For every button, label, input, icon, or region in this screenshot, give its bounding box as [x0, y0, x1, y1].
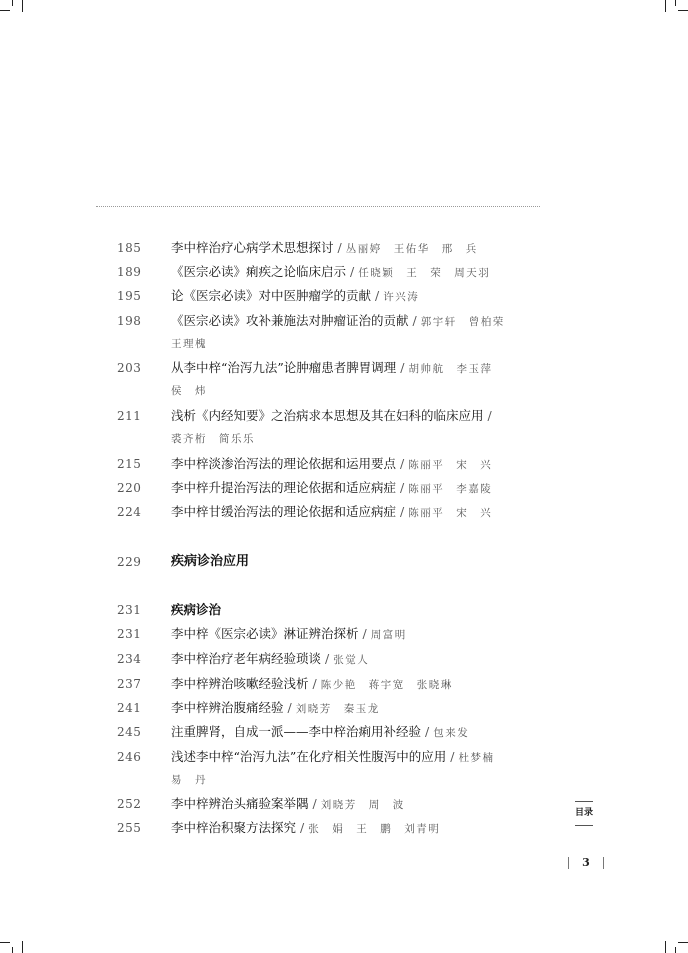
separator: / — [400, 480, 405, 495]
toc-line — [171, 792, 521, 817]
toc-authors: 丛丽婷 王佑华 邢 兵 — [345, 243, 478, 255]
toc-title: 从李中梓“治泻九法”论肿瘤患者脾胃调理 — [171, 360, 397, 375]
toc-subsection-title: 疾病诊治 — [171, 602, 222, 617]
toc-page-number: 224 — [117, 505, 142, 519]
toc-title: 浅析《内经知要》之治病求本思想及其在妇科的临床应用 — [171, 408, 484, 423]
toc-line — [171, 236, 521, 261]
separator: / — [312, 796, 317, 811]
toc-title: 李中梓升提治泻法的理论依据和适应病症 — [171, 480, 397, 495]
toc-title: 李中梓治积聚方法探究 — [171, 820, 297, 835]
toc-authors: 陈丽平 宋 兴 — [408, 507, 493, 519]
toc-line — [171, 500, 521, 525]
toc-authors-continued: 裘齐桁 简乐乐 — [171, 433, 255, 445]
separator: / — [325, 651, 330, 666]
toc-authors-continued: 王理槐 — [171, 338, 207, 350]
separator: / — [287, 700, 292, 715]
toc-title: 李中梓治疗心病学术思想探讨 — [171, 240, 334, 255]
toc-authors: 张 娟 王 鹏 刘青明 — [308, 823, 441, 835]
toc-page-number: 246 — [117, 750, 142, 764]
toc-title: 李中梓辨治腹痛经验 — [171, 700, 284, 715]
page-number: 3 — [568, 855, 604, 871]
toc-line — [171, 284, 521, 309]
toc-authors: 陈丽平 李嘉陵 — [408, 483, 493, 495]
toc-title: 论《医宗必读》对中医肿瘤学的贡献 — [171, 288, 372, 303]
toc-line — [171, 476, 521, 501]
toc-title: 李中梓辨治咳嗽经验浅析 — [171, 676, 309, 691]
separator: / — [300, 820, 305, 835]
toc-authors: 杜梦楠 — [458, 752, 495, 764]
toc-authors: 陈少艳 蒋宇宽 张晓琳 — [320, 679, 453, 691]
toc-line — [171, 404, 521, 428]
toc-authors: 刘晓芳 周 波 — [320, 799, 405, 811]
separator: / — [400, 456, 405, 471]
toc-page-number: 255 — [117, 821, 142, 835]
toc-authors-continued: 易 丹 — [171, 774, 207, 786]
toc-title: 李中梓治疗老年病经验琐谈 — [171, 651, 322, 666]
toc-page-number: 231 — [117, 627, 142, 641]
toc-authors: 郭宇轩 曾柏荣 — [420, 316, 505, 328]
toc-authors-continued: 侯 炜 — [171, 385, 207, 397]
toc-line — [171, 452, 521, 477]
separator: / — [375, 288, 380, 303]
separator: / — [400, 360, 405, 375]
toc-authors: 陈丽平 宋 兴 — [408, 459, 493, 471]
separator: / — [412, 313, 417, 328]
separator: / — [362, 626, 367, 641]
toc-page-number: 237 — [117, 677, 142, 691]
toc-subsection-page-number: 231 — [117, 603, 142, 617]
separator: / — [312, 676, 317, 691]
toc-page-number: 215 — [117, 457, 142, 471]
separator: / — [450, 749, 455, 764]
toc-page-number: 234 — [117, 652, 142, 666]
separator: / — [400, 504, 405, 519]
separator: / — [425, 724, 430, 739]
toc-line — [171, 647, 521, 672]
toc-line — [171, 356, 521, 381]
toc-line — [171, 622, 521, 647]
toc-authors: 胡帅航 李玉萍 — [408, 363, 493, 375]
toc-title: 《医宗必读》痢疾之论临床启示 — [171, 264, 347, 279]
toc-authors: 张觉人 — [333, 654, 370, 666]
header-dotted-rule — [96, 206, 540, 207]
separator: / — [350, 264, 355, 279]
toc-title: 李中梓《医宗必读》淋证辨治探析 — [171, 626, 359, 641]
toc-page-number: 195 — [117, 289, 142, 303]
toc-authors: 刘晓芳 秦玉龙 — [295, 703, 380, 715]
toc-title: 李中梓淡渗治泻法的理论依据和运用要点 — [171, 456, 397, 471]
toc-line — [171, 745, 521, 770]
toc-page-number: 245 — [117, 725, 142, 739]
toc-authors: 任晓颖 王 荣 周天羽 — [358, 267, 491, 279]
toc-line — [171, 816, 521, 841]
toc-line — [171, 260, 521, 285]
separator: / — [337, 240, 342, 255]
toc-line — [171, 720, 521, 745]
toc-line — [171, 309, 521, 334]
toc-title: 注重脾肾，自成一派——李中梓治痢用补经验 — [171, 724, 422, 739]
toc-page-number: 211 — [117, 409, 142, 423]
toc-line — [171, 672, 521, 697]
toc-section-page-number: 229 — [117, 555, 142, 569]
toc-page-number: 189 — [117, 265, 142, 279]
toc-section-title: 疾病诊治应用 — [171, 554, 250, 569]
separator: / — [487, 408, 492, 423]
toc-authors: 包来发 — [433, 727, 470, 739]
toc-authors: 周富明 — [370, 629, 407, 641]
toc-title: 李中梓辨治头痛验案举隅 — [171, 796, 309, 811]
toc-page-number: 252 — [117, 797, 142, 811]
toc-authors: 许兴涛 — [383, 291, 420, 303]
side-section-label: 目录 — [575, 801, 593, 826]
toc-title: 浅述李中梓“治泻九法”在化疗相关性腹泻中的应用 — [171, 749, 447, 764]
toc-page-number: 185 — [117, 241, 142, 255]
toc-title: 李中梓甘缓治泻法的理论依据和适应病症 — [171, 504, 397, 519]
toc-page-number: 241 — [117, 701, 142, 715]
toc-title: 《医宗必读》攻补兼施法对肿瘤证治的贡献 — [171, 313, 409, 328]
toc-page-number: 203 — [117, 361, 142, 375]
toc-line — [171, 696, 521, 721]
toc-page-number: 198 — [117, 314, 142, 328]
toc-page-number: 220 — [117, 481, 142, 495]
